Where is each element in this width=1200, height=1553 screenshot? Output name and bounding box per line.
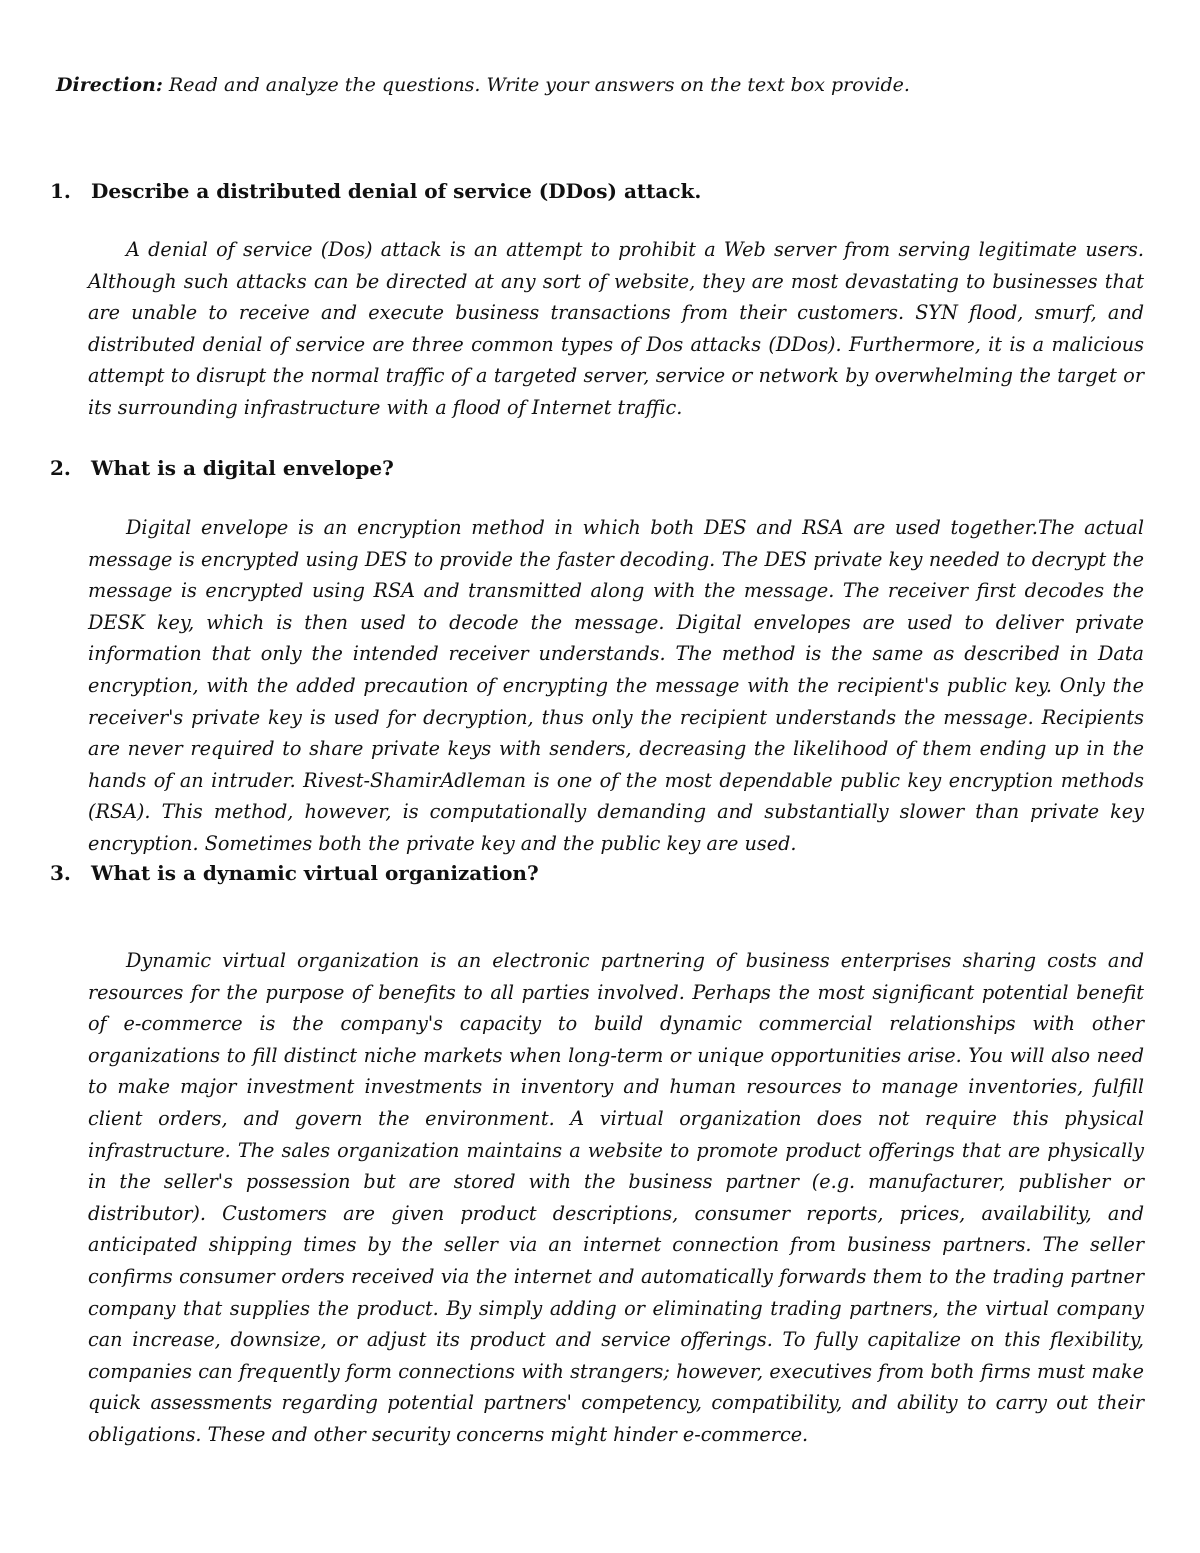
direction-text: Read and analyze the questions. Write your answers on the text box provide. [162,74,910,96]
question-1-heading [50,176,1145,206]
answer-2-text: Digital envelope is an encryption method in which both DES and RSA are used together.The actual message is encrypted using DES to provide the faster decoding. The DES private key needed to decrypt the message is encrypted using RSA and transmitted along with the message. The receiver first decodes the DESK key, which is then used to decode the message. Digital envelopes are used to deliver private information that only the intended receiver understands. The method is the same as described in Data encryption, with the added precaution of encrypting the message with the recipient's public key. Only the receiver's private key is used for decryption, thus only the recipient understands the message. Recipients are never required to share private keys with senders, decreasing the likelihood of them ending up in the hands of an intruder. Rivest-ShamirAdleman is one of the most dependable public key encryption methods (RSA). This method, however, is computationally demanding and substantially slower than private key encryption. Sometimes both the private key and the public key are used. [88,516,1144,855]
answer-1-text: A denial of service (Dos) attack is an attempt to prohibit a Web server from serving legitimate users. Although such attacks can be directed at any sort of website, they are most devastating to businesses that are unable to receive and execute business transactions from their customers. SYN flood, smurf, and distributed denial of service are three common types of Dos attacks (DDos). Furthermore, it is a malicious attempt to disrupt the normal traffic of a targeted server, service or network by overwhelming the target or its surrounding infrastructure with a flood of Internet traffic. [88,238,1144,419]
question-3-heading [50,858,1145,888]
question-title: Describe a distributed denial of service (DDos) attack. [91,179,702,203]
question-title: What is a dynamic virtual organization? [91,861,539,885]
answer-3-text: Dynamic virtual organization is an electronic partnering of business enterprises sharing costs and resources for the purpose of benefits to all parties involved. Perhaps the most significant potential benefit of e-commerce is the company's capacity to build dynamic commercial relationships with other organizations to fill distinct niche markets when long-term or unique opportunities arise. You will also need to make major investment investments in inventory and human resources to manage inventories, fulfill client orders, and govern the environment. A virtual organization does not require this physical infrastructure. The sales organization maintains a website to promote product offerings that are physically in the seller's possession but are stored with the business partner (e.g. manufacturer, publisher or distributor). Customers are given product descriptions, consumer reports, prices, availability, and anticipated shipping times by the seller via an internet connection from business partners. The seller confirms consumer orders received via the internet and automatically forwards them to the trading partner company that supplies the product. By simply adding or eliminating trading partners, the virtual company can increase, downsize, or adjust its product and service offerings. To fully capitalize on this flexibility, companies can frequently form connections with strangers; however, executives from both firms must make quick assessments regarding potential partners' competency, compatibility, and ability to carry out their obligations. These and other security concerns might hinder e-commerce. [88,949,1144,1446]
question-title: What is a digital envelope? [91,456,394,480]
question-2-heading [50,453,1145,483]
direction-instruction [56,70,1146,100]
question-number: 1. [50,179,71,203]
question-number: 3. [50,861,71,885]
direction-label: Direction: [56,74,163,96]
question-number: 2. [50,456,71,480]
